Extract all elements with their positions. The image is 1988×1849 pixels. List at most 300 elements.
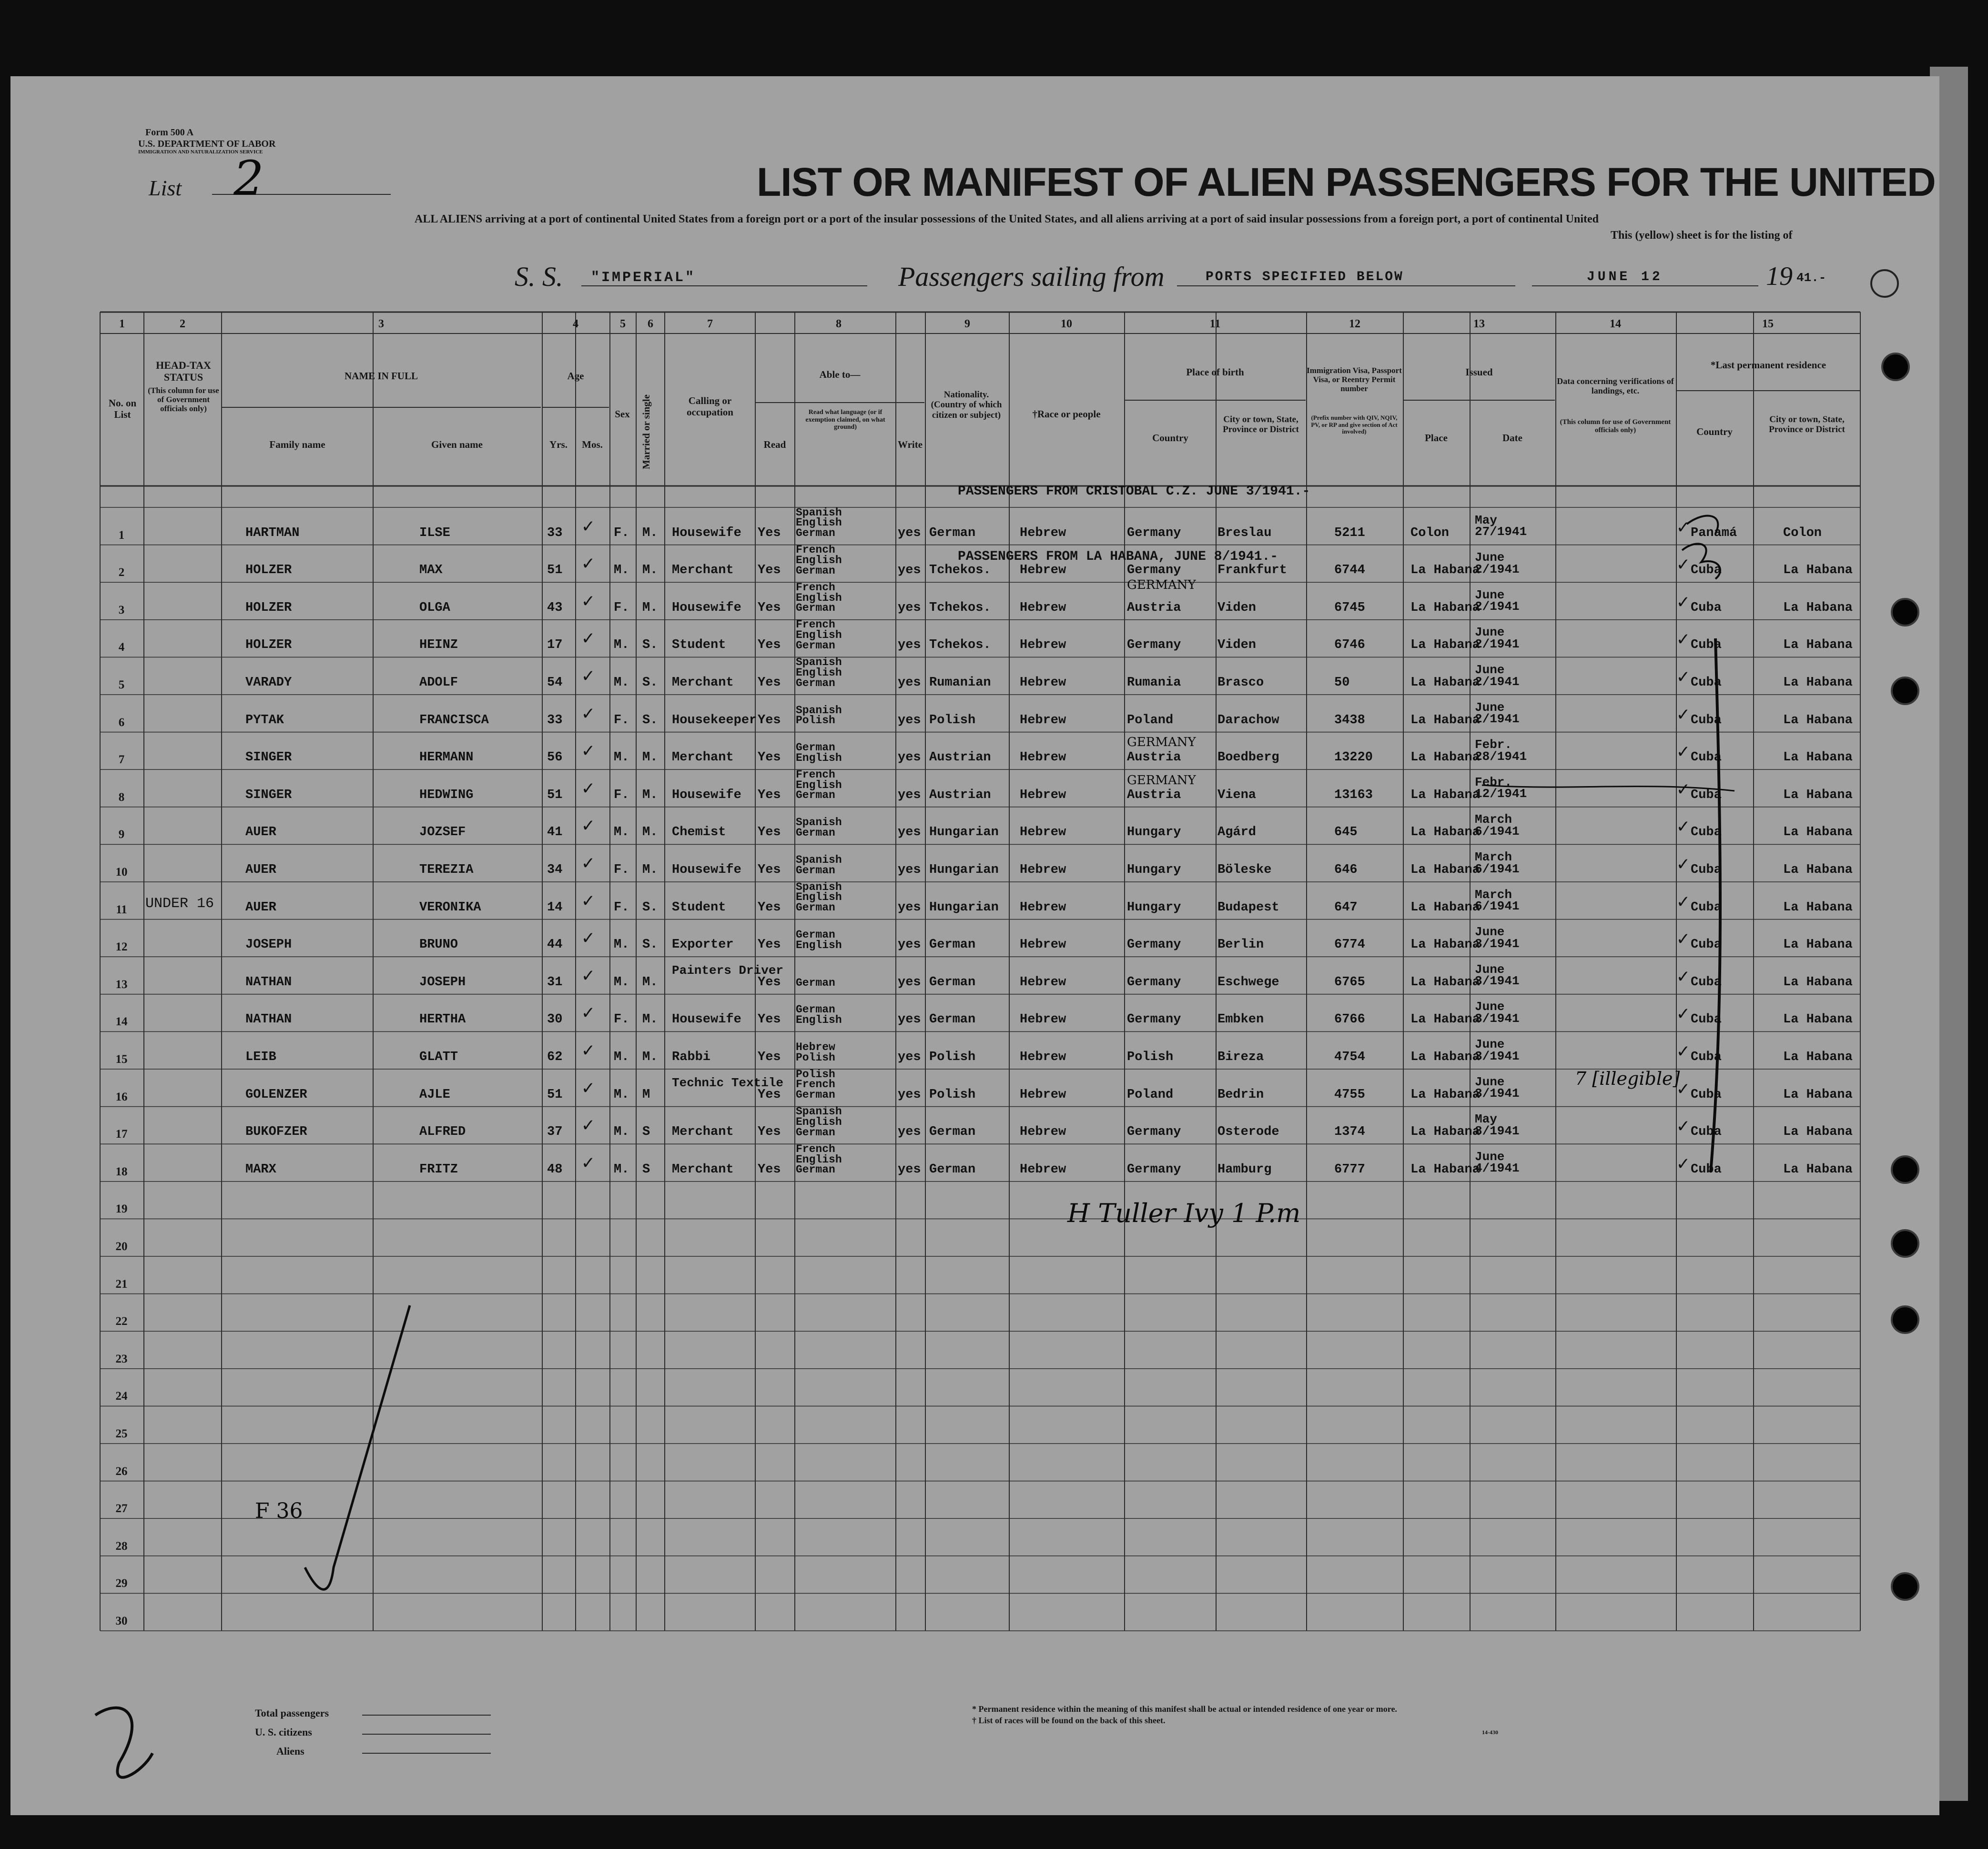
language: French xyxy=(796,544,835,556)
language: French xyxy=(796,1142,835,1155)
residence-country: Cuba xyxy=(1691,713,1722,727)
can-read: Yes xyxy=(758,750,781,765)
head-issued: Issued xyxy=(1465,366,1493,378)
occupation: Exporter xyxy=(672,938,734,952)
row-number: 9 xyxy=(118,828,125,841)
residence-country: Cuba xyxy=(1691,750,1722,765)
read-languages xyxy=(796,1042,835,1063)
residence-city: La Habana xyxy=(1783,1162,1853,1177)
issued-date-line: 2/1941 xyxy=(1475,674,1520,689)
language: German xyxy=(796,929,835,941)
birth-country: Hungary xyxy=(1127,900,1181,915)
head-married xyxy=(641,455,652,469)
visa-number: 5211 xyxy=(1334,525,1365,540)
issued-date-line: June xyxy=(1475,1074,1505,1089)
nationality: German xyxy=(929,975,976,990)
age-years: 51 xyxy=(547,1087,563,1102)
age-check-mark: ✓ xyxy=(582,966,594,988)
residence-country: Cuba xyxy=(1691,563,1722,578)
age-check-mark: ✓ xyxy=(582,1153,594,1175)
birth-city: Berlin xyxy=(1217,938,1264,952)
occupation: Technic Textile xyxy=(672,1075,784,1090)
birth-country: Hungary xyxy=(1127,825,1181,840)
language: French xyxy=(796,1078,835,1091)
birth-city: Eschwege xyxy=(1217,975,1279,990)
birth-country: Germany xyxy=(1127,1125,1181,1140)
sex: M. xyxy=(614,676,629,690)
form-subtitle-2: This (yellow) sheet is for the listing of xyxy=(1611,229,1793,242)
race: Hebrew xyxy=(1020,713,1066,727)
occupation: Housewife xyxy=(672,1012,741,1027)
issued-date-line: 2/1941 xyxy=(1475,562,1520,576)
visa-number: 6774 xyxy=(1334,938,1365,952)
residence-city: La Habana xyxy=(1783,713,1853,727)
footer-aliens: Aliens xyxy=(276,1745,304,1757)
race: Hebrew xyxy=(1020,938,1066,952)
issued-date xyxy=(1475,626,1520,650)
issued-date-line: May xyxy=(1475,513,1497,527)
issued-date xyxy=(1475,964,1520,987)
age-years: 48 xyxy=(547,1162,563,1177)
issued-date xyxy=(1475,589,1520,613)
issued-date xyxy=(1475,889,1520,912)
issued-place: La Habana xyxy=(1410,825,1480,840)
issued-date-line: June xyxy=(1475,1037,1505,1051)
issued-place: La Habana xyxy=(1410,938,1480,952)
age-check-mark: ✓ xyxy=(582,854,594,875)
race: Hebrew xyxy=(1020,900,1066,915)
language: German xyxy=(796,639,835,652)
issued-date-line: 2/1941 xyxy=(1475,637,1520,652)
read-languages xyxy=(796,855,842,876)
can-read: Yes xyxy=(758,900,781,915)
head-head-tax: HEAD-TAX STATUS xyxy=(156,359,211,383)
issued-date-line: June xyxy=(1475,550,1505,565)
age-years: 51 xyxy=(547,563,563,578)
language: English xyxy=(796,666,842,679)
nationality: Tchekos. xyxy=(929,638,991,653)
nationality: German xyxy=(929,1162,976,1177)
can-read: Yes xyxy=(758,1125,781,1140)
age-check-mark: ✓ xyxy=(582,554,594,576)
language: German xyxy=(796,1003,835,1016)
visa-number: 6746 xyxy=(1334,638,1365,653)
residence-check-mark: ✓ xyxy=(1677,1079,1689,1101)
issued-place: La Habana xyxy=(1410,1050,1480,1064)
marital-status: M xyxy=(642,1087,650,1102)
language: English xyxy=(796,1014,842,1027)
issued-date-line: March xyxy=(1475,812,1512,827)
language: French xyxy=(796,768,835,781)
issued-date-line: March xyxy=(1475,850,1512,864)
germany-overwrite-3: GERMANY xyxy=(1127,773,1196,788)
can-read: Yes xyxy=(758,788,781,802)
can-read: Yes xyxy=(758,600,781,615)
row-number: 6 xyxy=(118,716,125,729)
language: English xyxy=(796,1116,842,1129)
family-name: GOLENZER xyxy=(245,1087,307,1102)
age-years: 30 xyxy=(547,1012,563,1027)
marital-status: M. xyxy=(642,825,658,840)
given-name: JOZSEF xyxy=(419,825,466,840)
race: Hebrew xyxy=(1020,863,1066,877)
visa-number: 4755 xyxy=(1334,1087,1365,1102)
issued-date-line: June xyxy=(1475,700,1505,715)
language: German xyxy=(796,1126,835,1139)
given-name: HERMANN xyxy=(419,750,474,765)
head-tax-status: UNDER 16 xyxy=(145,895,214,912)
column-number: 5 xyxy=(620,318,626,330)
language: English xyxy=(796,891,842,904)
residence-check-mark: ✓ xyxy=(1677,630,1689,652)
nationality: Tchekos. xyxy=(929,600,991,615)
nationality: Hungarian xyxy=(929,900,999,915)
nationality: Hungarian xyxy=(929,825,999,840)
occupation: Merchant xyxy=(672,1125,734,1140)
head-nationality: Nationality. (Country of which citizen or subject) xyxy=(931,390,1002,420)
column-number: 8 xyxy=(836,318,842,330)
can-read: Yes xyxy=(758,825,781,840)
residence-country: Cuba xyxy=(1691,638,1722,653)
given-name: OLGA xyxy=(419,600,450,615)
ss-label: S. S. xyxy=(515,261,563,292)
read-languages xyxy=(796,1005,842,1026)
age-years: 62 xyxy=(547,1050,563,1064)
read-languages xyxy=(796,657,842,689)
head-race: †Race or people xyxy=(1032,408,1101,420)
issued-date-line: 3/1941 xyxy=(1475,974,1520,989)
footer-note-races: † List of races will be found on the back of this sheet. xyxy=(972,1716,1166,1725)
head-issued-date: Date xyxy=(1502,432,1522,444)
read-languages xyxy=(796,978,835,989)
read-languages xyxy=(796,882,842,914)
row-number: 30 xyxy=(115,1615,128,1627)
occupation: Merchant xyxy=(672,1162,734,1177)
head-verifications-note: (This column for use of Government officials only) xyxy=(1560,418,1671,434)
read-languages xyxy=(796,770,842,801)
race: Hebrew xyxy=(1020,1162,1066,1177)
sex: M. xyxy=(614,1087,629,1102)
given-name: FRITZ xyxy=(419,1162,458,1177)
birth-country: Polish xyxy=(1127,1050,1174,1064)
language: English xyxy=(796,591,842,604)
residence-city: La Habana xyxy=(1783,900,1853,915)
age-years: 41 xyxy=(547,825,563,840)
family-name: AUER xyxy=(245,863,276,877)
manifest-date: JUNE 12 xyxy=(1587,270,1663,284)
residence-city: Colon xyxy=(1783,525,1822,540)
read-languages xyxy=(796,930,842,951)
issued-date xyxy=(1475,1076,1520,1100)
row-number: 20 xyxy=(115,1240,128,1253)
issued-place: La Habana xyxy=(1410,975,1480,990)
race: Hebrew xyxy=(1020,676,1066,690)
language: English xyxy=(796,516,842,529)
row-number: 26 xyxy=(115,1465,128,1478)
issued-place: La Habana xyxy=(1410,1162,1480,1177)
can-write: yes xyxy=(898,750,921,765)
issued-date-line: 12/1941 xyxy=(1475,787,1527,801)
nationality: Polish xyxy=(929,1050,976,1064)
age-years: 37 xyxy=(547,1125,563,1140)
head-mos: Mos. xyxy=(582,439,603,450)
form-title: LIST OR MANIFEST OF ALIEN PASSENGERS FOR THE UNITED xyxy=(757,160,1936,204)
language: Polish xyxy=(796,1051,835,1064)
row-number: 27 xyxy=(115,1502,128,1516)
visa-number: 6745 xyxy=(1334,600,1365,615)
race: Hebrew xyxy=(1020,600,1066,615)
visa-number: 3438 xyxy=(1334,713,1365,727)
row-number: 24 xyxy=(115,1390,128,1403)
residence-city: La Habana xyxy=(1783,676,1853,690)
issued-date-line: June xyxy=(1475,925,1505,940)
row-number: 3 xyxy=(118,603,125,616)
column-number: 9 xyxy=(964,318,970,330)
issued-date-line: Febr. xyxy=(1475,775,1512,789)
can-write: yes xyxy=(898,1125,921,1140)
row-number: 19 xyxy=(115,1202,128,1216)
visa-number: 645 xyxy=(1334,825,1358,840)
family-name: MARX xyxy=(245,1162,276,1177)
residence-city: La Habana xyxy=(1783,1125,1853,1140)
language: Spanish xyxy=(796,506,842,519)
marital-status: M. xyxy=(642,788,658,802)
language: German xyxy=(796,564,835,577)
can-read: Yes xyxy=(758,938,781,952)
year-prefix: 19 xyxy=(1766,262,1793,291)
issued-date xyxy=(1475,1039,1520,1062)
footer-form-code: 14-430 xyxy=(1482,1729,1498,1736)
race: Hebrew xyxy=(1020,1087,1066,1102)
sailing-from: PORTS SPECIFIED BELOW xyxy=(1206,270,1404,284)
visa-number: 6744 xyxy=(1334,563,1365,578)
row-number: 17 xyxy=(115,1128,128,1141)
nationality: Polish xyxy=(929,1087,976,1102)
sex: F. xyxy=(614,600,629,615)
marital-status: M. xyxy=(642,975,658,990)
head-read: Read xyxy=(763,439,786,450)
can-read: Yes xyxy=(758,713,781,727)
can-write: yes xyxy=(898,1162,921,1177)
language: Spanish xyxy=(796,816,842,829)
marital-status: M. xyxy=(642,1050,658,1064)
binder-hole-empty xyxy=(1870,269,1899,298)
family-name: SINGER xyxy=(245,750,292,765)
birth-city: Hamburg xyxy=(1217,1162,1272,1177)
given-name: TEREZIA xyxy=(419,863,474,877)
can-write: yes xyxy=(898,788,921,802)
age-check-mark: ✓ xyxy=(582,929,594,950)
row-number: 12 xyxy=(115,940,128,954)
language: Spanish xyxy=(796,656,842,668)
family-name: AUER xyxy=(245,825,276,840)
column-number: 12 xyxy=(1349,318,1360,330)
residence-check-mark: ✓ xyxy=(1677,555,1689,577)
given-name: AJLE xyxy=(419,1087,450,1102)
read-languages xyxy=(796,1107,842,1138)
can-write: yes xyxy=(898,713,921,727)
row-number: 7 xyxy=(118,753,125,767)
issued-date xyxy=(1475,702,1520,725)
residence-check-mark: ✓ xyxy=(1677,892,1689,914)
column-number: 15 xyxy=(1762,318,1774,330)
age-years: 34 xyxy=(547,863,563,877)
language: English xyxy=(796,752,842,765)
visa-number: 6766 xyxy=(1334,1012,1365,1027)
age-check-mark: ✓ xyxy=(582,778,594,800)
occupation: Housewife xyxy=(672,863,741,877)
residence-check-mark: ✓ xyxy=(1677,1117,1689,1139)
list-label: List xyxy=(149,176,182,200)
read-languages xyxy=(796,545,842,576)
visa-number: 1374 xyxy=(1334,1125,1365,1140)
marital-status: S. xyxy=(642,713,658,727)
issued-date-line: 2/1941 xyxy=(1475,712,1520,727)
head-birth-country: Country xyxy=(1152,432,1188,444)
residence-country: Cuba xyxy=(1691,863,1722,877)
birth-country: Hungary xyxy=(1127,863,1181,877)
head-family-name: Family name xyxy=(269,439,325,450)
family-name: HOLZER xyxy=(245,638,292,653)
binder-hole xyxy=(1891,1229,1919,1258)
head-place-of-birth: Place of birth xyxy=(1186,366,1244,378)
marital-status: M. xyxy=(642,563,658,578)
residence-country: Cuba xyxy=(1691,1012,1722,1027)
residence-city: La Habana xyxy=(1783,638,1853,653)
age-years: 31 xyxy=(547,975,563,990)
birth-city: Breslau xyxy=(1217,525,1272,540)
sex: M. xyxy=(614,1125,629,1140)
can-read: Yes xyxy=(758,1087,781,1102)
residence-country: Cuba xyxy=(1691,975,1722,990)
nationality: Rumanian xyxy=(929,676,991,690)
can-write: yes xyxy=(898,1050,921,1064)
can-write: yes xyxy=(898,600,921,615)
language: German xyxy=(796,789,835,802)
age-years: 17 xyxy=(547,638,563,653)
language: German xyxy=(796,527,835,540)
residence-country: Cuba xyxy=(1691,788,1722,802)
visa-number: 6777 xyxy=(1334,1162,1365,1177)
given-name: GLATT xyxy=(419,1050,458,1064)
list-number: 2 xyxy=(233,151,264,206)
read-languages xyxy=(796,818,842,839)
row-number: 21 xyxy=(115,1277,128,1291)
issued-place: La Habana xyxy=(1410,563,1480,578)
head-write: Write xyxy=(897,439,923,450)
birth-country: Austria xyxy=(1127,788,1181,802)
birth-city: Bedrin xyxy=(1217,1087,1264,1102)
form-number: Form 500 A xyxy=(145,127,194,138)
residence-country: Cuba xyxy=(1691,1050,1722,1064)
residence-check-mark: ✓ xyxy=(1677,855,1689,876)
row-number: 25 xyxy=(115,1427,128,1440)
age-years: 33 xyxy=(547,525,563,540)
head-able-to: Able to— xyxy=(819,369,861,380)
birth-city: Viena xyxy=(1217,788,1257,802)
year-suffix: 41.- xyxy=(1796,271,1826,285)
age-years: 56 xyxy=(547,750,563,765)
age-check-mark: ✓ xyxy=(582,1041,594,1062)
can-read: Yes xyxy=(758,1012,781,1027)
occupation: Housekeeper xyxy=(672,713,757,727)
service: IMMIGRATION AND NATURALIZATION SERVICE xyxy=(138,149,263,155)
given-name: HEINZ xyxy=(419,638,458,653)
language: German xyxy=(796,1163,835,1176)
residence-check-mark: ✓ xyxy=(1677,967,1689,989)
visa-number: 50 xyxy=(1334,676,1350,690)
can-write: yes xyxy=(898,676,921,690)
sex: F. xyxy=(614,525,629,540)
age-check-mark: ✓ xyxy=(582,891,594,913)
column-number: 10 xyxy=(1061,318,1072,330)
given-name: ALFRED xyxy=(419,1125,466,1140)
sex: M. xyxy=(614,1050,629,1064)
family-name: BUKOFZER xyxy=(245,1125,307,1140)
can-read: Yes xyxy=(758,1162,781,1177)
birth-country: Germany xyxy=(1127,975,1181,990)
residence-city: La Habana xyxy=(1783,750,1853,765)
language: English xyxy=(796,939,842,952)
issued-place: La Habana xyxy=(1410,1087,1480,1102)
row-number: 14 xyxy=(115,1015,128,1029)
marital-status: M. xyxy=(642,525,658,540)
issued-date-line: March xyxy=(1475,887,1512,902)
residence-city: La Habana xyxy=(1783,825,1853,840)
column-number: 1 xyxy=(119,318,125,330)
issued-place: La Habana xyxy=(1410,900,1480,915)
occupation: Merchant xyxy=(672,563,734,578)
row-number: 16 xyxy=(115,1090,128,1103)
language: English xyxy=(796,629,842,642)
birth-city: Brasco xyxy=(1217,676,1264,690)
form-subtitle-1: ALL ALIENS arriving at a port of continental United States from a foreign port or a port of the insular possessions of the United States, and all aliens arriving at a port of said insular possessions from a foreign port, a port of continental United xyxy=(415,213,1599,225)
birth-city: Viden xyxy=(1217,600,1257,615)
section-la-habana: PASSENGERS FROM LA HABANA, JUNE 8/1941.- xyxy=(958,549,1278,564)
read-languages xyxy=(796,1070,835,1101)
section-cristobal: PASSENGERS FROM CRISTOBAL C.Z. JUNE 3/1941.- xyxy=(958,484,1310,499)
read-languages xyxy=(796,508,842,539)
sex: F. xyxy=(614,713,629,727)
can-read: Yes xyxy=(758,563,781,578)
sex: M. xyxy=(614,750,629,765)
visa-number: 13220 xyxy=(1334,750,1373,765)
head-visa: Immigration Visa, Passport Visa, or Reentry Permit number xyxy=(1307,366,1402,394)
visa-number: 647 xyxy=(1334,900,1358,915)
head-calling: Calling or occupation xyxy=(686,395,733,418)
residence-check-mark: ✓ xyxy=(1677,742,1689,764)
can-read: Yes xyxy=(758,975,781,990)
issued-place: La Habana xyxy=(1410,1012,1480,1027)
residence-city: La Habana xyxy=(1783,1012,1853,1027)
department: U.S. DEPARTMENT OF LABOR xyxy=(138,139,276,149)
sex: F. xyxy=(614,788,629,802)
head-verifications: Data concerning verifications of landings, etc. xyxy=(1557,376,1674,396)
residence-city: La Habana xyxy=(1783,788,1853,802)
occupation: Chemist xyxy=(672,825,726,840)
binder-hole xyxy=(1891,1155,1919,1184)
birth-country: Poland xyxy=(1127,1087,1174,1102)
residence-country: Panamá xyxy=(1691,525,1737,540)
issued-date xyxy=(1475,777,1527,800)
visa-number: 4754 xyxy=(1334,1050,1365,1064)
row-number: 1 xyxy=(118,528,125,542)
column-number: 3 xyxy=(378,318,384,330)
issued-date-line: June xyxy=(1475,1000,1505,1014)
marital-status: S. xyxy=(642,900,658,915)
race: Hebrew xyxy=(1020,788,1066,802)
head-res-city: City or town, State, Province or District xyxy=(1769,414,1845,435)
